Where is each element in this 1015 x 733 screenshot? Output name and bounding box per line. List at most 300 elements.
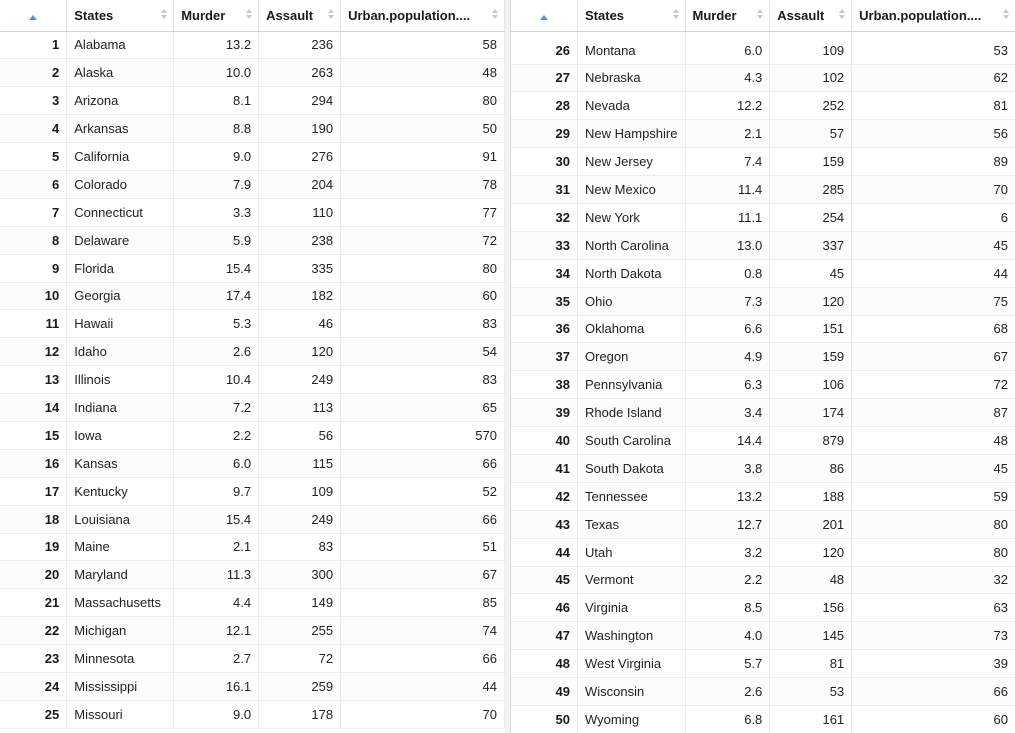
row-index-cell: 46 (511, 594, 578, 622)
table-row[interactable] (0, 645, 505, 673)
assault-cell: 53 (770, 678, 852, 706)
row-index-cell: 16 (0, 449, 67, 477)
assault-cell: 86 (770, 454, 852, 482)
sort-both-icon (492, 9, 498, 21)
row-index-cell: 35 (511, 287, 578, 315)
urban-population-cell: 62 (852, 64, 1015, 92)
urban-population-cell: 60 (852, 705, 1015, 733)
row-index-cell: 27 (511, 64, 578, 92)
table-row[interactable] (511, 650, 1015, 678)
urban-population-cell: 32 (852, 566, 1015, 594)
state-cell: North Carolina (578, 231, 685, 259)
murder-cell: 4.4 (174, 589, 259, 617)
assault-cell: 113 (259, 394, 341, 422)
row-index-cell: 5 (0, 143, 67, 171)
row-index-cell: 8 (0, 226, 67, 254)
murder-cell: 9.7 (174, 477, 259, 505)
murder-cell: 6.6 (685, 315, 770, 343)
urban-population-cell: 45 (852, 454, 1015, 482)
assault-cell: 879 (770, 427, 852, 455)
state-cell: Pennsylvania (578, 371, 685, 399)
row-index-cell: 12 (0, 338, 67, 366)
row-index-cell: 33 (511, 231, 578, 259)
state-cell: Texas (578, 510, 685, 538)
table-row[interactable] (0, 226, 505, 254)
sort-both-icon (839, 9, 845, 21)
murder-cell: 9.0 (174, 700, 259, 728)
sort-both-icon (328, 9, 334, 21)
state-cell: Nebraska (578, 64, 685, 92)
murder-cell: 3.3 (174, 198, 259, 226)
table-row[interactable] (511, 31, 1015, 64)
assault-cell: 109 (259, 477, 341, 505)
murder-cell: 2.2 (174, 421, 259, 449)
state-cell: Louisiana (67, 505, 174, 533)
assault-cell: 106 (770, 371, 852, 399)
row-index-cell: 48 (511, 650, 578, 678)
murder-cell: 8.8 (174, 115, 259, 143)
assault-cell: 159 (770, 343, 852, 371)
row-index-cell: 39 (511, 399, 578, 427)
state-cell: Missouri (67, 700, 174, 728)
assault-cell: 149 (259, 589, 341, 617)
urban-population-cell: 58 (341, 31, 505, 59)
table-body-right (511, 31, 1015, 733)
sort-both-icon (161, 9, 167, 21)
table-body-left (0, 31, 505, 728)
row-index-header[interactable] (511, 0, 578, 31)
assault-cell: 56 (259, 421, 341, 449)
column-header-states[interactable]: States (67, 0, 174, 31)
assault-cell: 120 (770, 287, 852, 315)
assault-cell: 182 (259, 282, 341, 310)
state-cell: Alabama (67, 31, 174, 59)
state-cell: Delaware (67, 226, 174, 254)
urban-population-cell: 66 (852, 678, 1015, 706)
assault-cell: 115 (259, 449, 341, 477)
table-row[interactable] (0, 505, 505, 533)
table-row[interactable] (0, 700, 505, 728)
row-index-cell: 19 (0, 533, 67, 561)
urban-population-cell: 67 (852, 343, 1015, 371)
state-cell: South Carolina (578, 427, 685, 455)
assault-cell: 252 (770, 92, 852, 120)
assault-cell: 188 (770, 482, 852, 510)
murder-cell: 8.1 (174, 87, 259, 115)
table-row[interactable] (511, 287, 1015, 315)
assault-cell: 255 (259, 617, 341, 645)
table-row[interactable] (0, 282, 505, 310)
urban-population-cell: 52 (341, 477, 505, 505)
row-index-cell: 22 (0, 617, 67, 645)
table-row[interactable] (0, 477, 505, 505)
state-cell: Mississippi (67, 672, 174, 700)
row-index-cell: 3 (0, 87, 67, 115)
urban-population-cell: 56 (852, 120, 1015, 148)
state-cell: New Mexico (578, 176, 685, 204)
murder-cell: 10.0 (174, 59, 259, 87)
state-cell: California (67, 143, 174, 171)
column-header-urban-population[interactable]: Urban.population.... (852, 0, 1015, 31)
assault-cell: 45 (770, 259, 852, 287)
murder-cell: 6.3 (685, 371, 770, 399)
assault-cell: 174 (770, 399, 852, 427)
urban-population-cell: 81 (852, 92, 1015, 120)
murder-cell: 2.7 (174, 645, 259, 673)
assault-cell: 145 (770, 622, 852, 650)
state-cell: Colorado (67, 170, 174, 198)
urban-population-cell: 80 (852, 510, 1015, 538)
row-index-cell: 50 (511, 705, 578, 733)
murder-cell: 4.9 (685, 343, 770, 371)
murder-cell: 4.0 (685, 622, 770, 650)
urban-population-cell: 78 (341, 170, 505, 198)
murder-cell: 13.2 (685, 482, 770, 510)
murder-cell: 6.8 (685, 705, 770, 733)
assault-cell: 120 (259, 338, 341, 366)
row-index-cell: 36 (511, 315, 578, 343)
state-cell: Ohio (578, 287, 685, 315)
urban-population-cell: 89 (852, 148, 1015, 176)
murder-cell: 10.4 (174, 366, 259, 394)
state-cell: Wyoming (578, 705, 685, 733)
table-row[interactable] (0, 617, 505, 645)
table-row[interactable] (511, 343, 1015, 371)
column-header-urban-population[interactable]: Urban.population.... (341, 0, 505, 31)
sort-both-icon (1003, 9, 1009, 21)
row-index-cell: 23 (0, 645, 67, 673)
row-index-cell: 1 (0, 31, 67, 59)
state-cell: Kentucky (67, 477, 174, 505)
table-row[interactable] (511, 510, 1015, 538)
column-header-murder[interactable]: Murder (174, 0, 259, 31)
column-header-assault[interactable]: Assault (770, 0, 852, 31)
table-row[interactable] (0, 672, 505, 700)
assault-cell: 102 (770, 64, 852, 92)
table-row[interactable] (511, 594, 1015, 622)
urban-population-cell: 50 (341, 115, 505, 143)
row-index-cell: 10 (0, 282, 67, 310)
column-header-murder[interactable]: Murder (685, 0, 770, 31)
state-cell: Nevada (578, 92, 685, 120)
state-cell: Montana (578, 31, 685, 64)
murder-cell: 3.8 (685, 454, 770, 482)
murder-cell: 5.3 (174, 310, 259, 338)
table-row[interactable] (0, 254, 505, 282)
state-cell: New Jersey (578, 148, 685, 176)
urban-population-cell: 91 (341, 143, 505, 171)
state-cell: Michigan (67, 617, 174, 645)
table-row[interactable] (0, 338, 505, 366)
urban-population-cell: 85 (341, 589, 505, 617)
table-row[interactable] (511, 566, 1015, 594)
row-index-header[interactable] (0, 0, 67, 31)
murder-cell: 12.1 (174, 617, 259, 645)
urban-population-cell: 66 (341, 645, 505, 673)
state-cell: Virginia (578, 594, 685, 622)
table-row[interactable] (511, 203, 1015, 231)
data-table-left-pane (0, 0, 506, 733)
row-index-cell: 14 (0, 394, 67, 422)
table-row[interactable] (0, 143, 505, 171)
murder-cell: 2.2 (685, 566, 770, 594)
sort-ascending-icon (29, 15, 37, 20)
state-cell: Tennessee (578, 482, 685, 510)
murder-cell: 13.0 (685, 231, 770, 259)
murder-cell: 11.1 (685, 203, 770, 231)
table-row[interactable] (511, 92, 1015, 120)
row-index-cell: 41 (511, 454, 578, 482)
row-index-cell: 30 (511, 148, 578, 176)
state-cell: Wisconsin (578, 678, 685, 706)
murder-cell: 7.3 (685, 287, 770, 315)
row-index-cell: 26 (511, 31, 578, 64)
row-index-cell: 13 (0, 366, 67, 394)
state-cell: Hawaii (67, 310, 174, 338)
urban-population-cell: 6 (852, 203, 1015, 231)
table-row[interactable] (511, 120, 1015, 148)
assault-cell: 83 (259, 533, 341, 561)
table-row[interactable] (511, 259, 1015, 287)
urban-population-cell: 53 (852, 31, 1015, 64)
murder-cell: 2.6 (174, 338, 259, 366)
state-cell: Idaho (67, 338, 174, 366)
assault-cell: 259 (259, 672, 341, 700)
murder-cell: 11.3 (174, 561, 259, 589)
table-row[interactable] (511, 148, 1015, 176)
table-row[interactable] (511, 538, 1015, 566)
sort-both-icon (673, 9, 679, 21)
urban-population-cell: 75 (852, 287, 1015, 315)
assault-cell: 110 (259, 198, 341, 226)
urban-population-cell: 54 (341, 338, 505, 366)
murder-cell: 7.2 (174, 394, 259, 422)
urban-population-cell: 63 (852, 594, 1015, 622)
urban-population-cell: 87 (852, 399, 1015, 427)
table-row[interactable] (511, 454, 1015, 482)
assault-cell: 57 (770, 120, 852, 148)
murder-cell: 3.2 (685, 538, 770, 566)
table-row[interactable] (511, 176, 1015, 204)
table-row[interactable] (511, 622, 1015, 650)
state-cell: Minnesota (67, 645, 174, 673)
row-index-cell: 11 (0, 310, 67, 338)
table-row[interactable] (511, 371, 1015, 399)
murder-cell: 5.7 (685, 650, 770, 678)
table-row[interactable] (0, 421, 505, 449)
state-cell: Arkansas (67, 115, 174, 143)
row-index-cell: 28 (511, 92, 578, 120)
row-index-cell: 45 (511, 566, 578, 594)
murder-cell: 6.0 (174, 449, 259, 477)
assault-cell: 249 (259, 366, 341, 394)
urban-population-cell: 44 (341, 672, 505, 700)
assault-cell: 46 (259, 310, 341, 338)
table-row[interactable] (0, 394, 505, 422)
row-index-cell: 25 (0, 700, 67, 728)
row-index-cell: 21 (0, 589, 67, 617)
urban-population-cell: 74 (341, 617, 505, 645)
assault-cell: 337 (770, 231, 852, 259)
table-row[interactable] (511, 427, 1015, 455)
murder-cell: 8.5 (685, 594, 770, 622)
data-table-right-pane (510, 0, 1015, 733)
urban-population-cell: 44 (852, 259, 1015, 287)
row-index-cell: 9 (0, 254, 67, 282)
murder-cell: 2.1 (174, 533, 259, 561)
table-row[interactable] (0, 170, 505, 198)
table-row[interactable] (0, 87, 505, 115)
murder-cell: 14.4 (685, 427, 770, 455)
assault-cell: 204 (259, 170, 341, 198)
urban-population-cell: 80 (341, 254, 505, 282)
state-cell: Arizona (67, 87, 174, 115)
state-cell: Rhode Island (578, 399, 685, 427)
row-index-cell: 24 (0, 672, 67, 700)
urban-population-cell: 59 (852, 482, 1015, 510)
murder-cell: 17.4 (174, 282, 259, 310)
urban-population-cell: 83 (341, 366, 505, 394)
urban-population-cell: 77 (341, 198, 505, 226)
table-row[interactable] (0, 589, 505, 617)
assault-cell: 263 (259, 59, 341, 87)
table-row[interactable] (511, 315, 1015, 343)
urban-population-cell: 66 (341, 505, 505, 533)
murder-cell: 9.0 (174, 143, 259, 171)
row-index-cell: 49 (511, 678, 578, 706)
row-index-cell: 18 (0, 505, 67, 533)
state-cell: Iowa (67, 421, 174, 449)
assault-cell: 109 (770, 31, 852, 64)
table-row[interactable] (0, 533, 505, 561)
assault-cell: 120 (770, 538, 852, 566)
state-cell: South Dakota (578, 454, 685, 482)
state-cell: Kansas (67, 449, 174, 477)
state-cell: North Dakota (578, 259, 685, 287)
row-index-cell: 43 (511, 510, 578, 538)
urban-population-cell: 73 (852, 622, 1015, 650)
assault-cell: 159 (770, 148, 852, 176)
urban-population-cell: 80 (852, 538, 1015, 566)
state-cell: Illinois (67, 366, 174, 394)
state-cell: Utah (578, 538, 685, 566)
urban-population-cell: 570 (341, 421, 505, 449)
state-cell: Connecticut (67, 198, 174, 226)
urban-population-cell: 83 (341, 310, 505, 338)
column-header-states[interactable]: States (578, 0, 685, 31)
state-cell: Washington (578, 622, 685, 650)
assault-cell: 81 (770, 650, 852, 678)
urban-population-cell: 48 (852, 427, 1015, 455)
state-cell: New Hampshire (578, 120, 685, 148)
sort-both-icon (246, 9, 252, 21)
murder-cell: 5.9 (174, 226, 259, 254)
table-row[interactable] (0, 115, 505, 143)
assault-cell: 156 (770, 594, 852, 622)
assault-cell: 201 (770, 510, 852, 538)
table-row[interactable] (0, 366, 505, 394)
data-table-right (511, 0, 1015, 733)
assault-cell: 190 (259, 115, 341, 143)
row-index-cell: 2 (0, 59, 67, 87)
table-row[interactable] (0, 310, 505, 338)
murder-cell: 12.7 (685, 510, 770, 538)
murder-cell: 11.4 (685, 176, 770, 204)
murder-cell: 12.2 (685, 92, 770, 120)
table-row[interactable] (511, 705, 1015, 733)
urban-population-cell: 51 (341, 533, 505, 561)
table-row[interactable] (511, 482, 1015, 510)
murder-cell: 0.8 (685, 259, 770, 287)
urban-population-cell: 45 (852, 231, 1015, 259)
murder-cell: 3.4 (685, 399, 770, 427)
urban-population-cell: 60 (341, 282, 505, 310)
table-row[interactable] (0, 561, 505, 589)
table-row[interactable] (0, 31, 505, 59)
assault-cell: 276 (259, 143, 341, 171)
row-index-cell: 6 (0, 170, 67, 198)
urban-population-cell: 72 (341, 226, 505, 254)
table-row[interactable] (0, 449, 505, 477)
state-cell: Massachusetts (67, 589, 174, 617)
table-row[interactable] (511, 678, 1015, 706)
assault-cell: 48 (770, 566, 852, 594)
murder-cell: 15.4 (174, 505, 259, 533)
urban-population-cell: 80 (341, 87, 505, 115)
assault-cell: 161 (770, 705, 852, 733)
assault-cell: 294 (259, 87, 341, 115)
state-cell: Oregon (578, 343, 685, 371)
assault-cell: 249 (259, 505, 341, 533)
urban-population-cell: 67 (341, 561, 505, 589)
row-index-cell: 20 (0, 561, 67, 589)
row-index-cell: 31 (511, 176, 578, 204)
urban-population-cell: 68 (852, 315, 1015, 343)
state-cell: Maryland (67, 561, 174, 589)
row-index-cell: 15 (0, 421, 67, 449)
data-table-left (0, 0, 505, 729)
row-index-cell: 34 (511, 259, 578, 287)
assault-cell: 254 (770, 203, 852, 231)
state-cell: Florida (67, 254, 174, 282)
table-row[interactable] (511, 231, 1015, 259)
row-index-cell: 7 (0, 198, 67, 226)
row-index-cell: 40 (511, 427, 578, 455)
state-cell: Alaska (67, 59, 174, 87)
table-row[interactable] (511, 64, 1015, 92)
sort-ascending-icon (540, 15, 548, 20)
murder-cell: 15.4 (174, 254, 259, 282)
row-index-cell: 32 (511, 203, 578, 231)
table-row[interactable] (0, 198, 505, 226)
header-row (511, 0, 1015, 31)
murder-cell: 2.1 (685, 120, 770, 148)
state-cell: New York (578, 203, 685, 231)
urban-population-cell: 65 (341, 394, 505, 422)
murder-cell: 13.2 (174, 31, 259, 59)
urban-population-cell: 66 (341, 449, 505, 477)
urban-population-cell: 72 (852, 371, 1015, 399)
assault-cell: 335 (259, 254, 341, 282)
column-header-assault[interactable]: Assault (259, 0, 341, 31)
table-row[interactable] (0, 59, 505, 87)
urban-population-cell: 70 (341, 700, 505, 728)
table-row[interactable] (511, 399, 1015, 427)
row-index-cell: 38 (511, 371, 578, 399)
row-index-cell: 37 (511, 343, 578, 371)
murder-cell: 4.3 (685, 64, 770, 92)
state-cell: Oklahoma (578, 315, 685, 343)
